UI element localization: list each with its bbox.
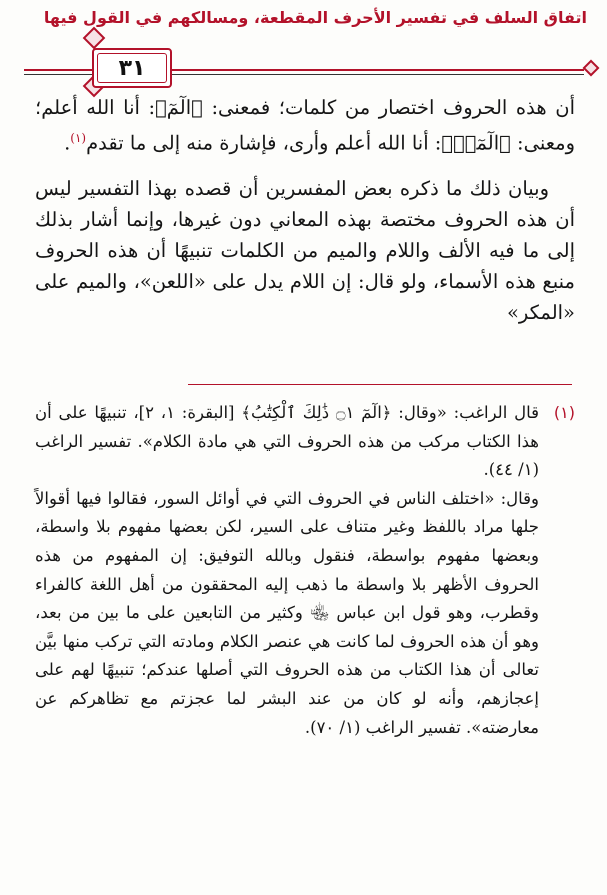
footnote-marker: (١) (553, 403, 575, 422)
footnote-separator (188, 384, 572, 385)
paragraph (35, 92, 575, 159)
page-header (0, 0, 607, 92)
paragraph-text: أن هذه الحروف اختصار من كلمات؛ فمعنى: ﴿الٓمٓ﴾: أنا الله أعلم؛ ومعنى: ﴿الٓمٓرۚ﴾: أنا الله أعلم وأرى، فإشارة منه إلى ما تقدم (35, 96, 575, 155)
paragraph-text: وبيان ذلك ما ذكره بعض المفسرين أن قصده بهذا التفسير ليس أن هذه الحروف مختصة بهذه المعاني دون غيرها، وإنما أشار بذلك إلى ما فيه الألف واللام والميم من الكلمات تنبيهًا أن هذه الحروف منبع هذه الأسماء، ولو قال: إن اللام يدل على «اللعن»، والميم على «المكر» (35, 176, 575, 324)
paragraph (35, 173, 575, 328)
ornament-icon (83, 27, 106, 50)
page-number: ٣١ (118, 55, 146, 81)
paragraph-end: . (64, 131, 71, 155)
page-number-box (92, 48, 172, 88)
footnote-paragraph: وقال: «اختلف الناس في الحروف التي في أوائل السور، فقالوا فيها أقوالاً جلها مراد باللفظ وغير متناف على السير، لكن بعضها مفهوم بلا واسطة، وبعضها مفهوم بواسطة، فنقول وبالله التوفيق: إن المفهوم من هذه الحروف الأظهر بلا واسطة ما ذهب إليه المحققون من أهل اللغة كالفراء وقطرب، وهو قول ابن عباس ﵄ وكثير من التابعين على ما بين من بعد، وهو أن هذه الحروف لما كانت هي عنصر الكلام ومادته التي تركب منها بيَّن تعالى أن هذا الكتاب من هذه الحروف التي أصلها عندكم؛ تنبيهًا لهم على إعجازهم، وأنه لو كان من عند البشر لما عجزتم مع تظاهركم عن معارضته». تفسير الراغب (١/ ٧٠). (35, 488, 539, 737)
footnote-reference[interactable]: (١) (70, 131, 87, 145)
running-title: اتفاق السلف في تفسير الأحرف المقطعة، ومسالكهم في القول فيها (43, 8, 587, 27)
ornament-icon (583, 60, 600, 77)
main-text (35, 92, 575, 328)
footnote-text (35, 399, 539, 742)
footnotes (35, 399, 575, 742)
footnote-paragraph: قال الراغب: «وقال: ﴿الٓمٓ ۝١ ذَٰلِكَ ٱلْكِتَٰبُ﴾ [البقرة: ١، ٢]، تنبيهًا على أن هذا الكتاب مركب من هذه الحروف التي هي مادة الكلام». تفسير الراغب (١/ ٤٤). (35, 403, 539, 480)
footnote (35, 399, 575, 742)
